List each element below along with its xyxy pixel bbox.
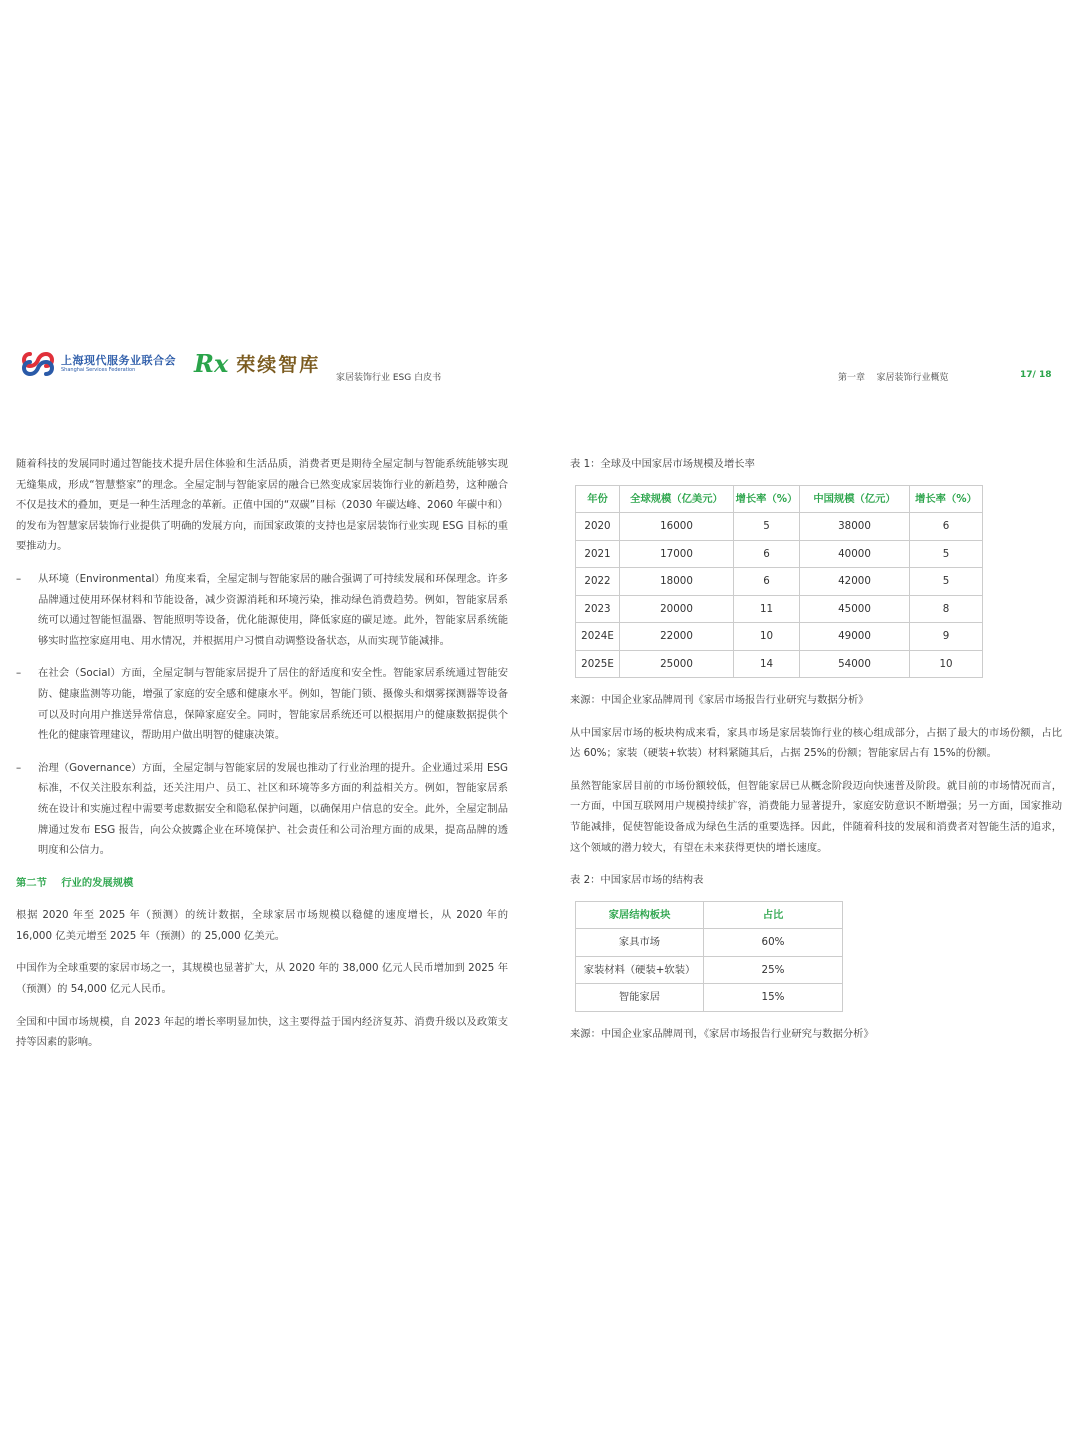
table-row (576, 595, 983, 623)
paragraph: 从中国家居市场的板块构成来看，家具市场是家居装饰行业的核心组成部分，占据了最大的市场份额，占比达 60%；家装（硬装+软装）材料紧随其后，占据 25%的份额；智能家居占有 15%的份额。 (570, 726, 1062, 760)
table-cell: 2025E (576, 650, 620, 678)
table-row (576, 956, 843, 984)
org-name-cn: 上海现代服务业联合会 (61, 354, 176, 367)
table-header-row (576, 901, 843, 929)
table-cell: 49000 (800, 623, 910, 651)
doc-title: 家居装饰行业 ESG 白皮书 (336, 373, 442, 383)
table-cell: 8 (910, 595, 983, 623)
table-header-cell: 全球规模（亿美元） (620, 485, 734, 513)
table-header-cell: 增长率（%） (910, 485, 983, 513)
bullet-governance (16, 758, 508, 861)
table-cell: 38000 (800, 513, 910, 541)
table-cell: 家装材料（硬装+软装） (576, 956, 704, 984)
table-cell: 6 (910, 513, 983, 541)
table-header-cell: 占比 (704, 901, 843, 929)
table-cell: 2021 (576, 540, 620, 568)
rx-mark (194, 349, 228, 378)
chapter-title: 第一章 家居装饰行业概览 (838, 373, 949, 383)
paragraph: 根据 2020 年至 2025 年（预测）的统计数据，全球家居市场规模以稳健的速度增长，从 2020 年的 16,000 亿美元增至 2025 年（预测）的 25,000 亿美元。 (16, 909, 508, 942)
ssf-logo-icon (20, 350, 56, 378)
table-cell: 54000 (800, 650, 910, 678)
table-row (576, 929, 843, 957)
table-cell: 2023 (576, 595, 620, 623)
bullet-environmental (16, 569, 508, 651)
table2-caption: 表 2：中国家居市场的结构表 (570, 874, 704, 887)
table-cell: 60% (704, 929, 843, 957)
table-header-cell: 年份 (576, 485, 620, 513)
table-cell: 14 (734, 650, 800, 678)
table-cell: 6 (734, 540, 800, 568)
intro-paragraph: 随着科技的发展同时通过智能技术提升居住体验和生活品质，消费者更是期待全屋定制与智能系统能够实现无缝集成，形成“智慧整家”的理念。全屋定制与智能家居的融合已然变成家居装饰行业的新趋势，这种融合不仅是技术的叠加，更是一种生活理念的革新。正值中国的“双碳”目标（2030 年碳达峰、2060 年碳中和）的发布为智慧家居装饰行业提供了明确的发展方向，而国家政策的支持也是家居装饰行业实现 ESG 目标的重要推动力。 (16, 458, 508, 553)
table-cell: 45000 (800, 595, 910, 623)
paragraph: 中国作为全球重要的家居市场之一，其规模也显著扩大，从 2020 年的 38,000 亿元人民币增加到 2025 年（预测）的 54,000 亿元人民币。 (16, 962, 508, 996)
bullet-text: 从环境（Environmental）角度来看，全屋定制与智能家居的融合强调了可持续发展和环保理念。许多品牌通过使用环保材料和节能设备，减少资源消耗和环境污染，推动绿色消费趋势。例如，智能家居系统可以通过智能恒温器、智能照明等设备，优化能源使用，降低家庭的碳足迹。此外，智能家居系统能够实时监控家庭用电、用水情况，并根据用户习惯自动调整设备状态，从而实现节能减排。 (38, 572, 508, 647)
table2-source: 来源：中国企业家品牌周刊，《家居市场报告行业研究与数据分析》 (570, 1027, 874, 1040)
rx-mark-text: Rx (194, 349, 229, 378)
table-header-cell: 家居结构板块 (576, 901, 704, 929)
paragraph: 全国和中国市场规模，自 2023 年起的增长率明显加快，这主要得益于国内经济复苏、消费升级以及政策支持等因素的影响。 (16, 1015, 508, 1049)
table-row (576, 513, 983, 541)
table-cell: 2020 (576, 513, 620, 541)
rx-logo (194, 349, 320, 378)
table-cell: 2024E (576, 623, 620, 651)
brand-name: 荣续智库 (236, 354, 321, 376)
table-row (576, 568, 983, 596)
bullet-text: 治理（Governance）方面，全屋定制与智能家居的发展也推动了行业治理的提升。企业通过采用 ESG 标准，不仅关注股东利益，还关注用户、员工、社区和环境等多方面的利益相关方。例如，智能家居系统在设计和实施过程中需要考虑数据安全和隐私保护问题，以确保用户信息的安全。此外，全屋定制品牌通过发布 ESG 报告，向公众披露企业在环境保护、社会责任和公司治理方面的成果，提高品牌的透明度和公信力。 (38, 761, 508, 857)
left-column (16, 454, 508, 1065)
market-size-table (575, 485, 983, 679)
bullet-marker: – (16, 572, 22, 585)
table-cell: 5 (734, 513, 800, 541)
table-row (576, 623, 983, 651)
table-cell: 5 (910, 568, 983, 596)
table-header-cell: 增长率（%） (734, 485, 800, 513)
table1-source: 来源：中国企业家品牌周刊《家居市场报告行业研究与数据分析》 (570, 694, 869, 707)
table-header-row (576, 485, 983, 513)
right-column (570, 454, 1062, 1044)
table-cell: 20000 (620, 595, 734, 623)
table-cell: 16000 (620, 513, 734, 541)
paragraph: 虽然智能家居目前的市场份额较低，但智能家居已从概念阶段迈向快速普及阶段。就目前的市场情况而言，一方面，中国互联网用户规模持续扩容，消费能力显著提升，家庭安防意识不断增强；另一方面，国家推动节能减排，促使智能设备成为绿色生活的重要选择。因此，伴随着科技的发展和消费者对智能生活的追求，这个领域的潜力较大，有望在未来获得更快的增长速度。 (570, 779, 1062, 854)
table-cell: 40000 (800, 540, 910, 568)
table-cell: 25000 (620, 650, 734, 678)
table-row (576, 984, 843, 1012)
table-cell: 智能家居 (576, 984, 704, 1012)
table-cell: 6 (734, 568, 800, 596)
table-cell: 22000 (620, 623, 734, 651)
section-title: 第二节 行业的发展规模 (16, 876, 134, 889)
bullet-marker: – (16, 667, 22, 680)
table1-caption: 表 1：全球及中国家居市场规模及增长率 (570, 458, 755, 470)
org-name-en: Shanghai Services Federation (61, 367, 136, 373)
table-cell: 18000 (620, 568, 734, 596)
table-cell: 17000 (620, 540, 734, 568)
table-cell: 10 (910, 650, 983, 678)
table-row (576, 540, 983, 568)
table-cell: 10 (734, 623, 800, 651)
table-header-cell: 中国规模（亿元） (800, 485, 910, 513)
ssf-logo (20, 350, 176, 378)
bullet-marker: – (16, 761, 22, 774)
table-cell: 9 (910, 623, 983, 651)
page-header (0, 340, 1080, 400)
table-cell: 11 (734, 595, 800, 623)
page-number: 17/ 18 (1020, 370, 1052, 380)
table-cell: 42000 (800, 568, 910, 596)
table-cell: 5 (910, 540, 983, 568)
bullet-text: 在社会（Social）方面，全屋定制与智能家居提升了居住的舒适度和安全性。智能家居系统通过智能安防、健康监测等功能，增强了家庭的安全感和健康水平。例如，智能门锁、摄像头和烟雾探测器等设备可以及时向用户推送异常信息，保障家庭安全。同时，智能家居系统还可以根据用户的健康数据提供个性化的健康管理建议，帮助用户做出明智的健康决策。 (38, 667, 508, 742)
bullet-social (16, 663, 508, 745)
table-cell: 家具市场 (576, 929, 704, 957)
table-cell: 25% (704, 956, 843, 984)
market-structure-table (575, 901, 843, 1012)
table-cell: 15% (704, 984, 843, 1012)
table-row (576, 650, 983, 678)
table-cell: 2022 (576, 568, 620, 596)
